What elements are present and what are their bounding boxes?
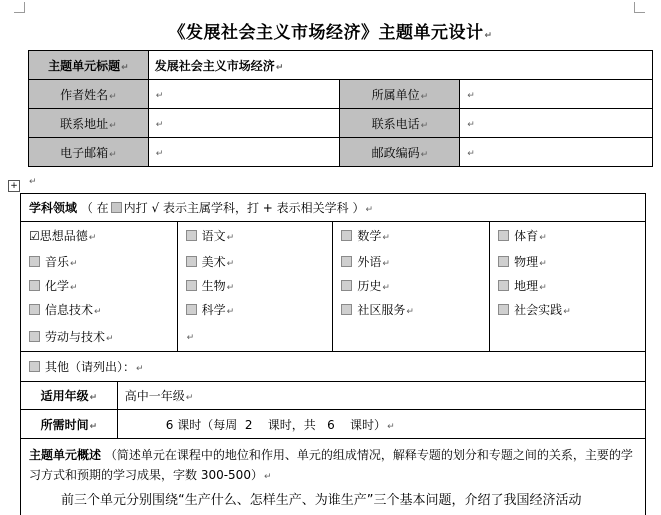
- overview-label: 主题单元概述: [29, 448, 101, 462]
- checkbox-icon[interactable]: [341, 280, 352, 291]
- checkbox-icon[interactable]: [498, 256, 509, 267]
- overview-hint: （简述单元在课程中的地位和作用、单元的组成情况，解释专题的划分和专题之间的关系，主要的学习方式和预期的学习成果，字数 300-500）: [29, 448, 633, 482]
- checkbox-icon[interactable]: [29, 361, 40, 372]
- table-move-handle-icon[interactable]: +: [8, 180, 20, 192]
- subject-social-practice[interactable]: 社会实践↵: [490, 298, 646, 322]
- checkbox-icon[interactable]: [186, 256, 197, 267]
- checkbox-icon[interactable]: [186, 230, 197, 241]
- subject-art[interactable]: 美术↵: [177, 250, 333, 274]
- checkbox-icon[interactable]: [29, 280, 40, 291]
- checkbox-icon[interactable]: [341, 230, 352, 241]
- page-corner-mark: [634, 2, 645, 13]
- empty-cell: [490, 322, 646, 352]
- empty-cell: ↵: [177, 322, 333, 352]
- subject-header: 学科领域 （ 在 内打 √ 表示主属学科，打 + 表示相关学科 ）↵: [21, 194, 646, 222]
- checkbox-icon[interactable]: [29, 256, 40, 267]
- phone-field[interactable]: ↵: [460, 109, 653, 138]
- time-value[interactable]: 6 课时（每周 2 课时，共 6 课时）↵: [117, 410, 645, 439]
- org-field[interactable]: ↵: [460, 80, 653, 109]
- unit-info-table: [28, 50, 653, 167]
- paragraph-mark: ↵: [29, 177, 37, 187]
- subject-community-service[interactable]: 社区服务↵: [333, 298, 490, 322]
- subject-chinese[interactable]: 语文↵: [177, 222, 333, 250]
- page-corner-mark: [14, 2, 25, 13]
- author-field[interactable]: ↵: [148, 80, 340, 109]
- postcode-field[interactable]: ↵: [460, 138, 653, 167]
- subject-math[interactable]: 数学↵: [333, 222, 490, 250]
- checkbox-icon[interactable]: [186, 280, 197, 291]
- subject-history[interactable]: 历史↵: [333, 274, 490, 298]
- subject-science[interactable]: 科学↵: [177, 298, 333, 322]
- checkbox-icon[interactable]: [341, 304, 352, 315]
- subject-music[interactable]: 音乐↵: [21, 250, 178, 274]
- subject-pe[interactable]: 体育↵: [490, 222, 646, 250]
- checkbox-icon: [111, 202, 122, 213]
- grade-value[interactable]: 高中一年级↵: [117, 382, 645, 410]
- checkbox-icon[interactable]: [341, 256, 352, 267]
- checkbox-icon[interactable]: [498, 230, 509, 241]
- subject-physics[interactable]: 物理↵: [490, 250, 646, 274]
- phone-label: 联系电话↵: [340, 109, 460, 138]
- unit-title-value[interactable]: 发展社会主义市场经济↵: [148, 51, 652, 80]
- subject-it[interactable]: 信息技术↵: [21, 298, 178, 322]
- overview-cell[interactable]: 主题单元概述 （简述单元在课程中的地位和作用、单元的组成情况，解释专题的划分和专题之间的关系，主要的学习方式和预期的学习成果，字数 300-500）↵ 前三个单元分别围绕“生产什么、怎样生产、为谁生产”三个基本问题，介绍了我国经济活动: [21, 439, 646, 515]
- grade-label: 适用年级↵: [21, 382, 118, 410]
- checkbox-icon[interactable]: [29, 304, 40, 315]
- subject-ideology[interactable]: ☑思想品德↵: [21, 222, 178, 250]
- postcode-label: 邮政编码↵: [340, 138, 460, 167]
- org-label: 所属单位↵: [340, 80, 460, 109]
- subject-table: [20, 193, 646, 515]
- subject-other[interactable]: 其他（请列出）：↵: [21, 352, 646, 382]
- email-field[interactable]: ↵: [148, 138, 340, 167]
- subject-chemistry[interactable]: 化学↵: [21, 274, 178, 298]
- subject-geography[interactable]: 地理↵: [490, 274, 646, 298]
- time-label: 所需时间↵: [21, 410, 118, 439]
- address-label: 联系地址↵: [29, 109, 149, 138]
- paragraph-mark: ↵: [484, 31, 492, 41]
- checkbox-icon[interactable]: [29, 331, 40, 342]
- email-label: 电子邮箱↵: [29, 138, 149, 167]
- checkbox-icon[interactable]: [498, 280, 509, 291]
- subject-biology[interactable]: 生物↵: [177, 274, 333, 298]
- empty-cell: [333, 322, 490, 352]
- subject-labor-tech[interactable]: 劳动与技术↵: [21, 322, 178, 352]
- address-field[interactable]: ↵: [148, 109, 340, 138]
- subject-foreign-language[interactable]: 外语↵: [333, 250, 490, 274]
- document-title: 《发展社会主义市场经济》主题单元设计↵: [0, 18, 661, 43]
- checkbox-icon[interactable]: [186, 304, 197, 315]
- author-label: 作者姓名↵: [29, 80, 149, 109]
- checkbox-icon[interactable]: [498, 304, 509, 315]
- overview-paragraph: 前三个单元分别围绕“生产什么、怎样生产、为谁生产”三个基本问题，介绍了我国经济活动: [29, 491, 639, 511]
- unit-title-label: 主题单元标题↵: [29, 51, 149, 80]
